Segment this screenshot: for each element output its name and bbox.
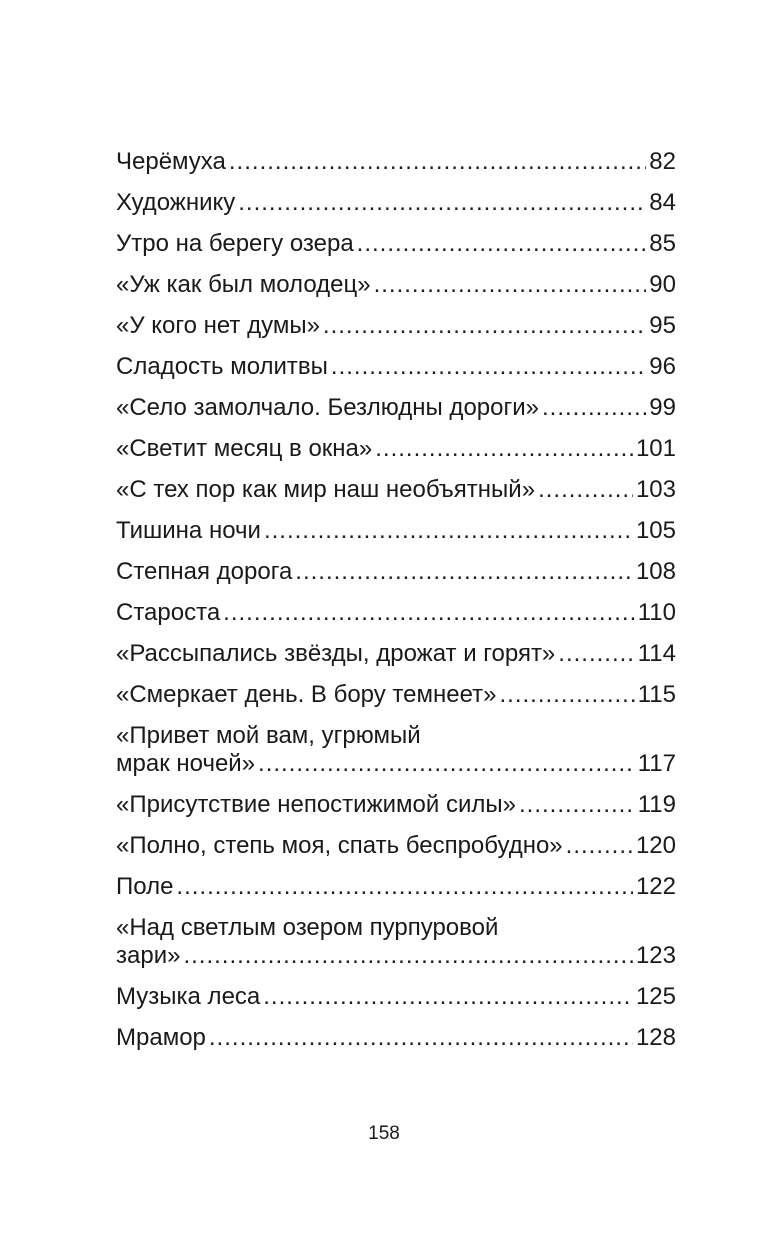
dot-leader bbox=[331, 353, 646, 381]
dot-leader bbox=[229, 148, 646, 176]
toc-entry-title: Сладость молитвы bbox=[116, 353, 328, 380]
toc-entry-title-line1: «Привет мой вам, угрюмый bbox=[116, 722, 421, 749]
dot-leader bbox=[209, 1024, 633, 1052]
toc-entry-page: 95 bbox=[649, 312, 676, 339]
toc-entry-title: «Уж как был молодец» bbox=[116, 271, 371, 298]
toc-entry-page: 103 bbox=[635, 476, 676, 503]
toc-entry bbox=[116, 983, 676, 1011]
toc-entry-title: Утро на берегу озера bbox=[116, 230, 354, 257]
dot-leader bbox=[519, 791, 635, 819]
toc-entry-title: Музыка леса bbox=[116, 983, 261, 1010]
dot-leader bbox=[263, 983, 633, 1011]
dot-leader bbox=[566, 832, 633, 860]
toc-entry-title-line1: «Над светлым озером пурпуровой bbox=[116, 914, 499, 941]
toc-entry-page: 84 bbox=[649, 189, 676, 216]
toc-entry bbox=[116, 599, 676, 627]
toc-entry-title: Мрамор bbox=[116, 1024, 206, 1051]
toc-entry-page: 123 bbox=[635, 942, 676, 969]
dot-leader bbox=[357, 230, 647, 258]
page-number: 158 bbox=[368, 1123, 400, 1144]
toc-entry bbox=[116, 271, 676, 299]
dot-leader bbox=[295, 558, 633, 586]
toc-entry-page: 119 bbox=[637, 791, 676, 818]
dot-leader bbox=[323, 312, 646, 340]
toc-entry bbox=[116, 394, 676, 422]
toc-entry-title: мрак ночей» bbox=[116, 750, 256, 777]
toc-entry bbox=[116, 230, 676, 258]
dot-leader bbox=[238, 189, 646, 217]
toc-entry bbox=[116, 353, 676, 381]
toc-entry bbox=[116, 312, 676, 340]
toc-entry bbox=[116, 558, 676, 586]
toc-entry-page: 99 bbox=[649, 394, 676, 421]
dot-leader bbox=[223, 599, 635, 627]
toc-entry bbox=[116, 476, 676, 504]
toc-entry bbox=[116, 873, 676, 901]
table-of-contents bbox=[116, 148, 676, 1065]
toc-entry-title: «Смеркает день. В бору темнеет» bbox=[116, 681, 497, 708]
toc-entry-title: «У кого нет думы» bbox=[116, 312, 320, 339]
toc-entry-title: «Село замолчало. Безлюдны дороги» bbox=[116, 394, 539, 421]
toc-entry-page: 105 bbox=[635, 517, 676, 544]
toc-entry-page: 110 bbox=[637, 599, 676, 626]
toc-entry bbox=[116, 517, 676, 545]
toc-entry-title: «Рассыпались звёзды, дрожат и горят» bbox=[116, 640, 556, 667]
toc-entry bbox=[116, 791, 676, 819]
toc-entry-page: 96 bbox=[649, 353, 676, 380]
dot-leader bbox=[374, 271, 647, 299]
toc-entry-page: 82 bbox=[649, 148, 676, 175]
dot-leader bbox=[499, 681, 634, 709]
toc-entry-page: 120 bbox=[635, 832, 676, 859]
toc-entry-page: 128 bbox=[635, 1024, 676, 1051]
toc-entry-title: «С тех пор как мир наш необъятный» bbox=[116, 476, 536, 503]
toc-entry-page: 125 bbox=[635, 983, 676, 1010]
toc-entry-page: 114 bbox=[637, 640, 676, 667]
toc-entry bbox=[116, 189, 676, 217]
toc-entry-page: 101 bbox=[635, 435, 676, 462]
toc-entry-title: «Полно, степь моя, спать беспробудно» bbox=[116, 832, 563, 859]
toc-entry bbox=[116, 832, 676, 860]
dot-leader bbox=[258, 750, 635, 778]
toc-entry-page: 115 bbox=[637, 681, 676, 708]
toc-entry-title: Степная дорога bbox=[116, 558, 293, 585]
toc-entry-page: 90 bbox=[649, 271, 676, 298]
toc-entry bbox=[116, 640, 676, 668]
toc-entry-title: Черёмуха bbox=[116, 148, 226, 175]
toc-entry-title: Художнику bbox=[116, 189, 236, 216]
toc-entry-page: 85 bbox=[649, 230, 676, 257]
toc-entry bbox=[116, 722, 676, 778]
toc-entry bbox=[116, 914, 676, 970]
toc-entry-title: Поле bbox=[116, 873, 174, 900]
toc-entry bbox=[116, 148, 676, 176]
toc-entry-page: 117 bbox=[637, 750, 676, 777]
dot-leader bbox=[538, 476, 633, 504]
dot-leader bbox=[542, 394, 646, 422]
toc-entry-title: Староста bbox=[116, 599, 221, 626]
toc-entry-title: зари» bbox=[116, 942, 181, 969]
toc-entry bbox=[116, 435, 676, 463]
toc-entry-page: 122 bbox=[635, 873, 676, 900]
dot-leader bbox=[176, 873, 633, 901]
toc-entry bbox=[116, 1024, 676, 1052]
dot-leader bbox=[183, 942, 633, 970]
dot-leader bbox=[558, 640, 634, 668]
toc-entry-page: 108 bbox=[635, 558, 676, 585]
toc-entry-title: «Присутствие непостижимой силы» bbox=[116, 791, 516, 818]
toc-entry bbox=[116, 681, 676, 709]
toc-entry-title: Тишина ночи bbox=[116, 517, 261, 544]
dot-leader bbox=[375, 435, 633, 463]
toc-entry-title: «Светит месяц в окна» bbox=[116, 435, 373, 462]
dot-leader bbox=[264, 517, 633, 545]
